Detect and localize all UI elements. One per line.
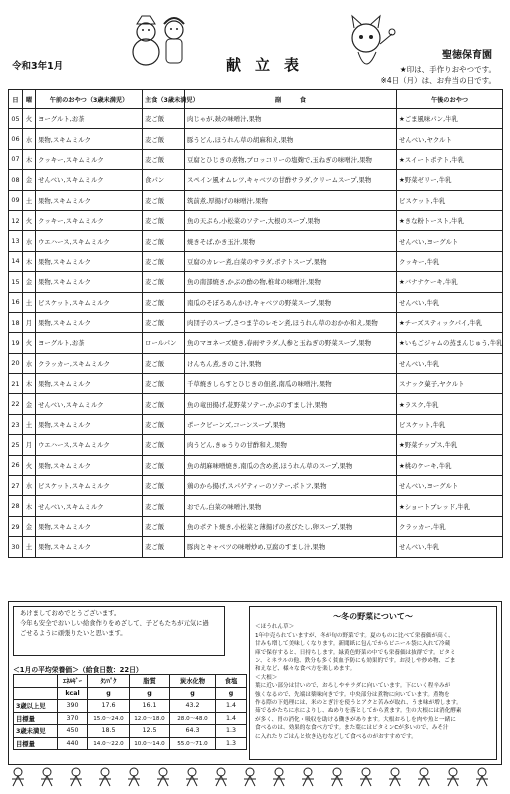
am-snack-cell: せんべい,スキムミルク (36, 394, 143, 414)
nutrition-value: 14.0〜22.0 (88, 737, 130, 750)
side-dish-cell: 千草焼きしらすとひじきの佃煮,南瓜の味噌汁,果物 (185, 374, 397, 394)
table-row (9, 109, 503, 129)
pm-snack-cell: ★きな粉トースト,牛乳 (397, 210, 503, 230)
nutrition-value: 15.0〜24.0 (88, 712, 130, 725)
greeting-box (13, 606, 225, 656)
pm-snack-cell: クッキー,牛乳 (397, 251, 503, 271)
homemade-note: ★印は、手作りおやつです。 (399, 65, 496, 74)
day-cell: 29 (9, 516, 23, 536)
nutrition-body (14, 700, 247, 750)
greeting-line: 今年も安全でおいしい給食作りをめざして、子どもたちが元気に過 (20, 620, 209, 627)
nutrition-value: 28.0〜48.0 (170, 712, 216, 725)
nutrition-value: 450 (58, 725, 88, 738)
nutrition-value: 43.2 (170, 700, 216, 713)
footer-figure-icon (159, 768, 167, 776)
am-snack-cell: ヨーグルト,お茶 (36, 109, 143, 129)
am-snack-cell: クッキー,スキムミルク (36, 210, 143, 230)
am-snack-cell: ヨーグルト,お茶 (36, 333, 143, 353)
side-dish-cell: 焼きそば,かき玉汁,果物 (185, 231, 397, 251)
am-snack-cell: せんべい,スキムミルク (36, 496, 143, 516)
vegetable-text-line: 強くなるので、先端は薬味向きです。中央部分は煮物に向いています。煮物を (255, 691, 450, 698)
table-row (9, 353, 503, 373)
footer-figure-body (244, 776, 256, 786)
am-snack-cell: 果物,スキムミルク (36, 129, 143, 149)
col-am-snack: 午前のおやつ（3歳未満児） (36, 90, 143, 109)
table-row (9, 210, 503, 230)
staple-cell: 麦ご飯 (143, 231, 185, 251)
weekday-cell: 火 (23, 109, 36, 129)
weekday-cell: 土 (23, 537, 36, 557)
day-cell: 23 (9, 414, 23, 434)
pm-snack-cell: せんべい,牛乳 (397, 353, 503, 373)
footer-figure-body (273, 776, 285, 786)
day-cell: 20 (9, 353, 23, 373)
am-snack-cell: ウエハース,スキムミルク (36, 231, 143, 251)
daikon-text (255, 682, 491, 741)
footer-figure-body (157, 776, 169, 786)
weekday-cell: 月 (23, 312, 36, 332)
vegetable-title: 〜冬の野菜について〜 (333, 612, 413, 621)
footer-figure-icon (130, 768, 138, 776)
nutrition-row (14, 737, 247, 750)
pm-snack-cell: ★桃のケーキ,牛乳 (397, 455, 503, 475)
weekday-cell: 火 (23, 210, 36, 230)
bottom-section (8, 601, 502, 765)
side-dish-cell: 魚のポテト焼き,小松菜と薄揚げの煮びたし,卵スープ,果物 (185, 516, 397, 536)
staple-cell: 食パン (143, 170, 185, 190)
weekday-cell: 土 (23, 190, 36, 210)
menu-body (9, 109, 503, 558)
table-row (9, 455, 503, 475)
nutrition-table (13, 674, 247, 750)
am-snack-cell: 果物,スキムミルク (36, 537, 143, 557)
side-dish-cell: 魚の南部焼き,かぶの酢の物,椎茸の味噌汁,果物 (185, 272, 397, 292)
side-dish-cell: けんちん煮,きのこ汁,果物 (185, 353, 397, 373)
nutrition-row-label: 目標量 (14, 712, 58, 725)
table-row (9, 170, 503, 190)
footer-figure-icon (275, 768, 283, 776)
footer-figure-icon (43, 768, 51, 776)
weekday-cell: 木 (23, 149, 36, 169)
vegetable-text-line: 甘みも増して美味しくなります。新聞紙に包んでからビニール袋に入れて冷蔵 (255, 641, 451, 648)
weekday-cell: 木 (23, 251, 36, 271)
pm-snack-cell: ★チーズスティックパイ,牛乳 (397, 312, 503, 332)
footer-figure-icon (101, 768, 109, 776)
table-row (9, 537, 503, 557)
pm-snack-cell: ビスケット,牛乳 (397, 190, 503, 210)
table-row (9, 149, 503, 169)
am-snack-cell: ウエハース,スキムミルク (36, 435, 143, 455)
side-dish-cell: 鶏のから揚げ,スパゲティーのソテー,ポトフ,果物 (185, 476, 397, 496)
am-snack-cell: 果物,スキムミルク (36, 272, 143, 292)
footer-figure-body (41, 776, 53, 786)
vegetable-info-box (249, 606, 497, 760)
am-snack-cell: せんべい,スキムミルク (36, 170, 143, 190)
footer-figure-body (476, 776, 488, 786)
side-dish-cell: 魚のマヨネーズ焼き,春雨サラダ,人参と玉ねぎの野菜スープ,果物 (185, 333, 397, 353)
side-dish-cell: ポークビーンズ,コーンスープ,果物 (185, 414, 397, 434)
month-label: 令和3年1月 (12, 61, 64, 72)
table-row (9, 496, 503, 516)
nutrition-unit-row (14, 687, 247, 700)
spinach-heading: ＜ほうれん草＞ (255, 624, 295, 631)
pm-snack-cell: ★バナナケーキ,牛乳 (397, 272, 503, 292)
day-cell: 13 (9, 231, 23, 251)
side-dish-cell: 魚の胡麻味噌焼き,南瓜の含め煮,ほうれん草のスープ,果物 (185, 455, 397, 475)
footer-figure-icon (246, 768, 254, 776)
footer-decoration (8, 766, 502, 788)
staple-cell: 麦ご飯 (143, 292, 185, 312)
vegetable-text-line: 茹でるかたちに水によりし、ぬめりを落としてから煮ます。生の大根には消化酵素 (255, 708, 462, 715)
pm-snack-cell: せんべい,ヨーグルト (397, 476, 503, 496)
am-snack-cell: 果物,スキムミルク (36, 414, 143, 434)
day-cell: 25 (9, 435, 23, 455)
table-row (9, 394, 503, 414)
nut-unit: g (130, 687, 170, 700)
day-cell: 16 (9, 292, 23, 312)
nut-head: 炭水化物 (170, 675, 216, 688)
pm-snack-cell: ★いもごジャムの蒸まんじゅう,牛乳 (397, 333, 503, 353)
nutrition-row (14, 700, 247, 713)
table-row (9, 414, 503, 434)
nutrition-value: 1.4 (216, 712, 247, 725)
nut-unit: g (88, 687, 130, 700)
footer-figure-icon (362, 768, 370, 776)
weekday-cell: 水 (23, 353, 36, 373)
footer-figure-icon (478, 768, 486, 776)
table-row (9, 374, 503, 394)
nutrition-value: 1.3 (216, 725, 247, 738)
table-row (9, 516, 503, 536)
nutrition-row-label: 目標量 (14, 737, 58, 750)
day-cell: 15 (9, 272, 23, 292)
nut-unit: g (216, 687, 247, 700)
pm-snack-cell: せんべい,牛乳 (397, 537, 503, 557)
footer-figure-body (186, 776, 198, 786)
nutrition-title: ＜1月の平均栄養価＞（給食日数：22日） (13, 666, 143, 674)
pm-snack-cell: ★スイートポテト,牛乳 (397, 149, 503, 169)
nutrition-value: 16.1 (130, 700, 170, 713)
pm-snack-cell: ビスケット,牛乳 (397, 414, 503, 434)
staple-cell: 麦ご飯 (143, 149, 185, 169)
menu-table (8, 89, 503, 558)
day-cell: 30 (9, 537, 23, 557)
nutrition-value: 10.0〜14.0 (130, 737, 170, 750)
table-row (9, 129, 503, 149)
nutrition-value: 1.3 (216, 737, 247, 750)
side-dish-cell: 筑前煮,厚揚げの味噌汁,果物 (185, 190, 397, 210)
table-row (9, 333, 503, 353)
nut-head: 脂質 (130, 675, 170, 688)
footer-figure-body (331, 776, 343, 786)
col-day: 日 (9, 90, 23, 109)
pm-snack-cell: ★ラスク,牛乳 (397, 394, 503, 414)
side-dish-cell: 肉団子のスープ,さつま芋のレモン煮,ほうれん草のおかか和え,果物 (185, 312, 397, 332)
snowman-illustration (128, 10, 194, 70)
vegetable-text-line: に入れたりごはんと炊き込むなどして食べるのがおすすめです。 (255, 733, 417, 740)
weekday-cell: 水 (23, 476, 36, 496)
footer-figure-icon (217, 768, 225, 776)
staple-cell: 麦ご飯 (143, 210, 185, 230)
footer-figure-body (128, 776, 140, 786)
side-dish-cell: 魚の竜田揚げ,花野菜ソテー,かぶのすまし汁,果物 (185, 394, 397, 414)
vegetable-text-line: 作る際の下処理には、米のとぎ汁を使うとアクと苦みが取れ、うま味が増します。 (255, 700, 462, 707)
staple-cell: 麦ご飯 (143, 516, 185, 536)
weekday-cell: 水 (23, 231, 36, 251)
staple-cell: 麦ご飯 (143, 537, 185, 557)
footer-figure-icon (391, 768, 399, 776)
am-snack-cell: クッキー,スキムミルク (36, 149, 143, 169)
footer-figure-body (302, 776, 314, 786)
day-cell: 26 (9, 455, 23, 475)
nutrition-row (14, 725, 247, 738)
footer-figure-icon (304, 768, 312, 776)
col-pm-snack: 午後のおやつ (397, 90, 503, 109)
am-snack-cell: 果物,スキムミルク (36, 455, 143, 475)
weekday-cell: 金 (23, 272, 36, 292)
pm-snack-cell: ★ショートブレッド,牛乳 (397, 496, 503, 516)
footer-figure-icon (449, 768, 457, 776)
footer-figure-body (418, 776, 430, 786)
day-cell: 21 (9, 374, 23, 394)
footer-figure-body (389, 776, 401, 786)
am-snack-cell: ビスケット,スキムミルク (36, 476, 143, 496)
pm-snack-cell: クラッカー,牛乳 (397, 516, 503, 536)
pm-snack-cell: ★野菜ゼリー,牛乳 (397, 170, 503, 190)
footer-figure-icon (72, 768, 80, 776)
table-row (9, 251, 503, 271)
col-staple: 主食（3歳未満児） (143, 90, 185, 109)
weekday-cell: 金 (23, 170, 36, 190)
nutrition-value: 1.4 (216, 700, 247, 713)
footer-figure-icon (420, 768, 428, 776)
header (8, 6, 502, 86)
staple-cell: 麦ご飯 (143, 353, 185, 373)
side-dish-cell: 豆腐のカレー煮,白菜のサラダ,ポテトスープ,果物 (185, 251, 397, 271)
footer-figure-icon (188, 768, 196, 776)
staple-cell: 麦ご飯 (143, 272, 185, 292)
footer-figure-body (447, 776, 459, 786)
nutrition-value: 440 (58, 737, 88, 750)
daikon-heading: ＜大根＞ (255, 674, 278, 681)
table-row (9, 190, 503, 210)
spinach-text (255, 632, 491, 674)
weekday-cell: 金 (23, 394, 36, 414)
day-cell: 07 (9, 149, 23, 169)
table-row (9, 312, 503, 332)
vegetable-text-line: ン、ミネラルの他、鉄分も多く貧血予防にも効果的です。お浸しや炒め物、ごま (255, 658, 456, 665)
weekday-cell: 土 (23, 414, 36, 434)
nut-head: ｴﾈﾙｷﾞｰ (58, 675, 88, 688)
am-snack-cell: クラッカー,スキムミルク (36, 353, 143, 373)
vegetable-text-line: が多く、胃の消化・吸収を助ける働きがあります。大根おろしを肉や魚と一緒に (255, 716, 456, 723)
nutrition-value: 17.6 (88, 700, 130, 713)
weekday-cell: 月 (23, 435, 36, 455)
pm-snack-cell: せんべい,ヨーグルト (397, 231, 503, 251)
day-cell: 28 (9, 496, 23, 516)
am-snack-cell: 果物,スキムミルク (36, 374, 143, 394)
vegetable-text-line: 1年中売られていますが、冬が旬の野菜です。夏のものに比べて栄養価が高く、 (255, 632, 454, 639)
weekday-cell: 土 (23, 292, 36, 312)
nutrition-row-label: 3歳未満児 (14, 725, 58, 738)
page-title: 献立表 (226, 56, 314, 74)
side-dish-cell: スペイン風オムレツ,キャベツの甘酢サラダ,クリームスープ,果物 (185, 170, 397, 190)
footer-figure-body (12, 776, 24, 786)
footer-figure-body (70, 776, 82, 786)
staple-cell: 麦ご飯 (143, 129, 185, 149)
side-dish-cell: 南瓜のそぼろあんかけ,キャベツの野菜スープ,果物 (185, 292, 397, 312)
vegetable-text-line: 食べるのは、効果的な食べ方です。また葉にはビタミンCが多いので、みそ汁 (255, 725, 449, 732)
nutrition-value: 64.3 (170, 725, 216, 738)
day-cell: 06 (9, 129, 23, 149)
day-cell: 09 (9, 190, 23, 210)
staple-cell: 麦ご飯 (143, 190, 185, 210)
weekday-cell: 金 (23, 516, 36, 536)
staple-cell: 麦ご飯 (143, 476, 185, 496)
nutrition-value: 12.5 (130, 725, 170, 738)
day-cell: 12 (9, 210, 23, 230)
footer-figure-body (99, 776, 111, 786)
pm-snack-cell: ★ごま風味パン,牛乳 (397, 109, 503, 129)
day-cell: 05 (9, 109, 23, 129)
day-cell: 27 (9, 476, 23, 496)
am-snack-cell: 果物,スキムミルク (36, 516, 143, 536)
table-row (9, 231, 503, 251)
nut-head (14, 675, 58, 688)
side-dish-cell: 豚うどん,ほうれん草の胡麻和え,果物 (185, 129, 397, 149)
nutrition-value: 18.5 (88, 725, 130, 738)
nutrition-row (14, 712, 247, 725)
am-snack-cell: 果物,スキムミルク (36, 312, 143, 332)
table-row (9, 435, 503, 455)
cat-illustration (338, 12, 398, 78)
day-cell: 18 (9, 312, 23, 332)
am-snack-cell: ビスケット,スキムミルク (36, 292, 143, 312)
vegetable-text-line: 庫で保存すると、日持ちします。緑黄色野菜の中でも栄養価は抜群です。ビタミ (255, 649, 456, 656)
weekday-cell: 木 (23, 496, 36, 516)
pm-snack-cell: スナック菓子,ヤクルト (397, 374, 503, 394)
day-cell: 08 (9, 170, 23, 190)
menu-header-row (9, 90, 503, 109)
footer-figure-icon (333, 768, 341, 776)
lunchbox-note: ※4日（月）は、お弁当の日です。 (380, 76, 496, 85)
footer-figure-body (215, 776, 227, 786)
footer-figure-icon (14, 768, 22, 776)
staple-cell: 麦ご飯 (143, 394, 185, 414)
pm-snack-cell: ★野菜チップス,牛乳 (397, 435, 503, 455)
nutrition-value: 370 (58, 712, 88, 725)
day-cell: 14 (9, 251, 23, 271)
staple-cell: 麦ご飯 (143, 414, 185, 434)
staple-cell: 麦ご飯 (143, 251, 185, 271)
weekday-cell: 木 (23, 374, 36, 394)
col-weekday: 曜 (23, 90, 36, 109)
nutrition-value: 390 (58, 700, 88, 713)
staple-cell: 麦ご飯 (143, 455, 185, 475)
vegetable-text-line: 葉に近い部分は甘いので、おろしやサラダに向いています。下にいく程辛みが (255, 683, 451, 690)
table-row (9, 476, 503, 496)
nut-unit (14, 687, 58, 700)
staple-cell: 麦ご飯 (143, 374, 185, 394)
staple-cell: 麦ご飯 (143, 496, 185, 516)
col-side-dish: 副 食 (185, 90, 397, 109)
staple-cell: ロールパン (143, 333, 185, 353)
table-row (9, 272, 503, 292)
nut-head: ﾀﾝﾊﾟｸ (88, 675, 130, 688)
staple-cell: 麦ご飯 (143, 109, 185, 129)
school-name: 聖徳保育園 (442, 50, 492, 61)
nut-unit: kcal (58, 687, 88, 700)
pm-snack-cell: せんべい,ヤクルト (397, 129, 503, 149)
side-dish-cell: 肉じゃが,麸の味噌汁,果物 (185, 109, 397, 129)
staple-cell: 麦ご飯 (143, 435, 185, 455)
day-cell: 22 (9, 394, 23, 414)
pm-snack-cell: せんべい,牛乳 (397, 292, 503, 312)
side-dish-cell: 豚肉とキャベツの味噌炒め,豆腐のすまし汁,果物 (185, 537, 397, 557)
nut-head: 食塩 (216, 675, 247, 688)
menu-page (8, 6, 502, 788)
nutrition-row-label: 3歳以上児 (14, 700, 58, 713)
nutrition-value: 12.0〜18.0 (130, 712, 170, 725)
vegetable-text-line: 和えなど、様々な食べ方を楽しめます。 (255, 666, 356, 673)
greeting-line: あけましておめでとうございます。 (20, 610, 121, 617)
side-dish-cell: 肉うどん,きゅうりの甘酢和え,果物 (185, 435, 397, 455)
footer-figure-body (360, 776, 372, 786)
greeting-line: ごせるように頑張りたいと思います。 (20, 630, 127, 637)
am-snack-cell: 果物,スキムミルク (36, 190, 143, 210)
side-dish-cell: 豆腐とひじきの煮物,ブロッコリーの塩麹で,玉ねぎの味噌汁,果物 (185, 149, 397, 169)
staple-cell: 麦ご飯 (143, 312, 185, 332)
side-dish-cell: おでん,白菜の味噌汁,果物 (185, 496, 397, 516)
nutrition-value: 55.0〜71.0 (170, 737, 216, 750)
day-cell: 19 (9, 333, 23, 353)
nut-unit: g (170, 687, 216, 700)
table-row (9, 292, 503, 312)
weekday-cell: 火 (23, 333, 36, 353)
side-dish-cell: 魚の天ぷら,小松菜のソテー,大根のスープ,果物 (185, 210, 397, 230)
weekday-cell: 水 (23, 129, 36, 149)
weekday-cell: 火 (23, 455, 36, 475)
nutrition-header-row (14, 675, 247, 688)
am-snack-cell: 果物,スキムミルク (36, 251, 143, 271)
